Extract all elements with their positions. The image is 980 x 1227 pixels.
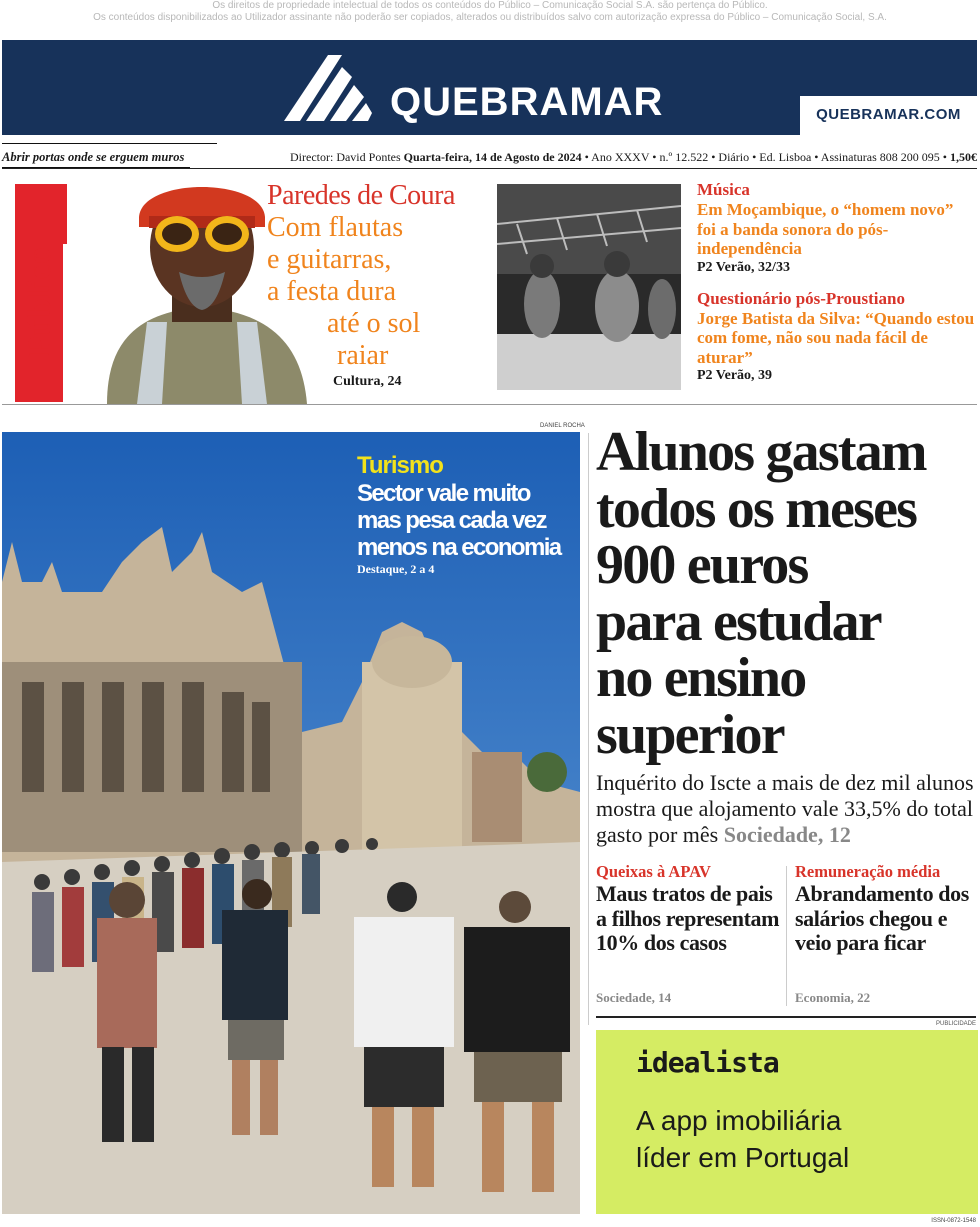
tourism-overlay[interactable]: [357, 452, 577, 577]
tourism-line: mas pesa cada vez: [357, 507, 546, 534]
headline-line: para estudar: [596, 590, 881, 653]
ad-line: líder em Portugal: [636, 1142, 850, 1173]
ad-line: A app imobiliária: [636, 1105, 842, 1136]
dateline: [290, 147, 977, 167]
p2-title: Paredes de Coura: [267, 180, 455, 211]
ad-label: PUBLICIDADE: [935, 1021, 976, 1027]
lead-standfirst: [596, 770, 978, 848]
headline-line: todos os meses: [596, 477, 917, 540]
masthead-site-link[interactable]: QUEBRAMAR.COM: [800, 96, 977, 135]
p2-promo[interactable]: [15, 172, 485, 404]
wave-logo-icon: [284, 55, 372, 121]
issue-details: • Ano XXXV • n.º 12.522 • Diário • Ed. Lisboa • Assinaturas 808 200 095 •: [584, 150, 947, 164]
tourism-line: menos na economia: [357, 534, 561, 561]
masthead: [2, 40, 977, 135]
story-apav[interactable]: [596, 862, 781, 1005]
headline-line: 900 euros: [596, 534, 808, 596]
standfirst-text: Inquérito do Iscte a mais de dez mil alunos mostra que alojamento vale 33,5% do total gasto por mês: [596, 770, 974, 847]
ad-text: [636, 1102, 849, 1176]
sidebar-item-questionario[interactable]: [697, 289, 975, 386]
tourism-line: Sector vale muito: [357, 480, 530, 507]
headline-line: superior: [596, 703, 784, 766]
p2-ref: Cultura, 24: [333, 374, 402, 389]
sidebar-item-musica[interactable]: [697, 180, 975, 277]
sidebar-text: Em Moçambique, o “homem novo” foi a banda sonora do pós-independência: [697, 200, 954, 258]
sidebar-kicker: Música: [697, 180, 750, 199]
ad-logo: idealista: [636, 1046, 779, 1079]
divider: [2, 404, 977, 405]
copyright-line-1: Os direitos de propriedade intelectual de todos os conteúdos do Público – Comunicação Social S.A. são pertença do Público.: [212, 0, 768, 11]
headline-line: Alunos gastam: [596, 421, 926, 483]
divider: [2, 168, 977, 169]
photo-credit: DANIEL ROCHA: [540, 423, 585, 429]
band-stage-photo: [497, 184, 681, 390]
story-headline: Maus tratos de pais a filhos representam 10% dos casos: [596, 881, 780, 955]
sidebar-ref: P2 Verão, 32/33: [697, 259, 790, 275]
story-ref: Sociedade, 14: [596, 990, 672, 1005]
tourism-ref: Destaque, 2 a 4: [357, 562, 435, 576]
slogan: Abrir portas onde se erguem muros: [2, 147, 190, 169]
sidebar-ref: P2 Verão, 39: [697, 368, 773, 383]
story-kicker: Remuneração média: [795, 862, 941, 881]
price: 1,50€: [950, 150, 977, 164]
story-ref: Economia, 22: [795, 990, 871, 1005]
p2-brand: Público: [21, 247, 58, 357]
headline-line: no ensino: [596, 647, 806, 709]
story-salarios[interactable]: [795, 862, 980, 1005]
p2-line: Com flautas: [267, 212, 404, 243]
column-divider: [588, 433, 589, 1025]
standfirst-ref: Sociedade, 12: [723, 822, 851, 847]
story-headline: Abrandamento dos salários chegou e veio para ficar: [795, 881, 969, 955]
sidebar-kicker: Questionário pós-Proustiano: [697, 288, 905, 308]
masthead-title[interactable]: QUEBRAMAR: [390, 80, 664, 124]
copyright-notice: [0, 0, 980, 24]
issn: ISSN-0872-1548: [931, 1218, 976, 1224]
issue-date: Quarta-feira, 14 de Agosto de 2024: [403, 150, 582, 164]
sidebar-text: Jorge Batista da Silva: “Quando estou com fome, não sou nada fácil de aturar”: [697, 308, 975, 367]
column-divider: [786, 866, 787, 1006]
p2-line: a festa dura: [267, 276, 397, 307]
divider: [596, 1016, 976, 1018]
tourism-kicker: Turismo: [357, 452, 443, 479]
p2-line: raiar: [337, 340, 389, 371]
lead-headline[interactable]: [596, 421, 976, 766]
p2-sidebar: [697, 180, 975, 385]
idealista-ad[interactable]: [596, 1030, 978, 1214]
director: Director: David Pontes: [290, 150, 401, 164]
story-kicker: Queixas à APAV: [596, 862, 711, 881]
info-bar: [2, 147, 977, 167]
p2-text: [267, 180, 485, 372]
p2-line: até o sol: [327, 308, 421, 339]
p2-line: e guitarras,: [267, 244, 392, 275]
slogan-rule: [2, 143, 217, 144]
copyright-line-2: Os conteúdos disponibilizados ao Utilizador assinante não poderão ser copiados, alterados ou distribuídos salvo com autorização expressa do Público – Comunicação Social, S.A.: [93, 12, 887, 23]
